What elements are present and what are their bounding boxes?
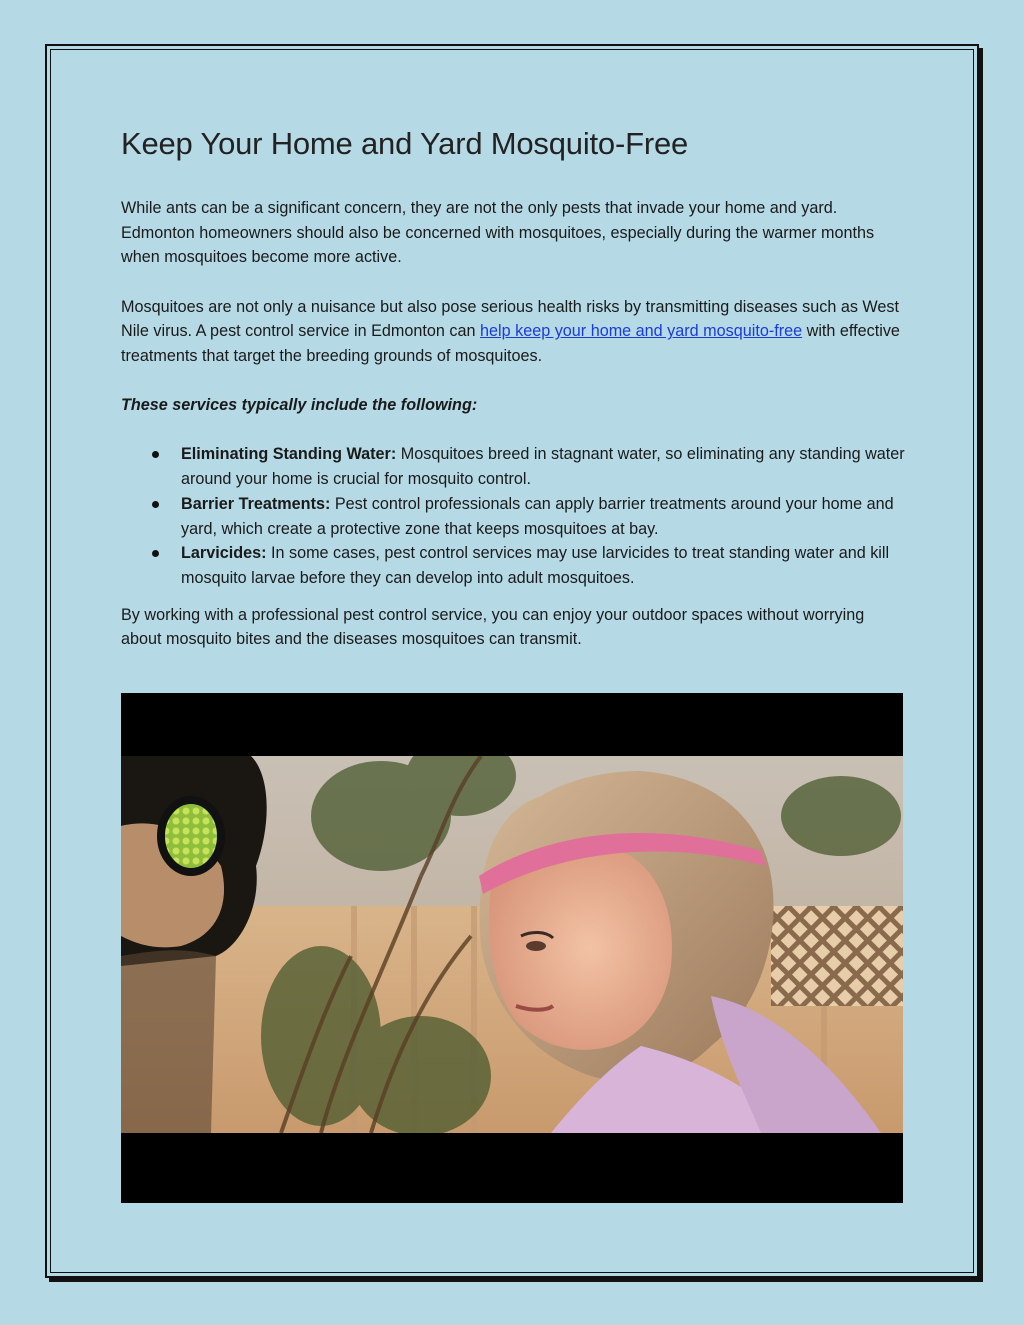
list-item-text: Mosquitoes breed in stagnant water, so eliminating any standing water around your home is crucial for mosquito control. xyxy=(181,445,905,489)
services-list xyxy=(121,442,906,590)
video-still-image xyxy=(121,693,903,1203)
health-risk-text-before: Mosquitoes are not only a nuisance but also pose serious health risks by transmitting diseases such as West Nile virus. A pest control service in Edmonton can xyxy=(121,297,900,341)
intro-paragraph: While ants can be a significant concern, they are not the only pests that invade your home and yard. Edmonton homeowners should also be concerned with mosquitoes, especially during the warmer months when mosquitoes become more active. xyxy=(121,199,875,267)
mosquito-free-link[interactable]: help keep your home and yard mosquito-free xyxy=(480,322,803,341)
list-item-term: Eliminating Standing Water: xyxy=(181,445,397,464)
list-item-text: Pest control professionals can apply barrier treatments around your home and yard, which create a protective zone that keeps mosquitoes at bay. xyxy=(181,494,894,538)
bullet-icon xyxy=(152,550,159,557)
page-title: Keep Your Home and Yard Mosquito-Free xyxy=(121,126,689,161)
services-intro: These services typically include the following: xyxy=(121,396,478,415)
photo-illustration xyxy=(121,756,903,1133)
photo-scene xyxy=(121,756,903,1133)
list-item xyxy=(121,492,906,541)
list-item-text: In some cases, pest control services may use larvicides to treat standing water and kill mosquito larvae before they can develop into adult mosquitoes. xyxy=(181,544,890,587)
list-item-term: Larvicides: xyxy=(181,544,267,563)
bullet-icon xyxy=(152,451,159,458)
document-body xyxy=(121,118,906,652)
closing-paragraph: By working with a professional pest control service, you can enjoy your outdoor spaces without worrying about mosquito bites and the diseases mosquitoes can transmit. xyxy=(121,605,865,649)
list-item xyxy=(121,442,906,491)
bullet-icon xyxy=(152,501,159,508)
list-item xyxy=(121,541,906,590)
list-item-term: Barrier Treatments: xyxy=(181,494,331,513)
health-risk-paragraph xyxy=(121,295,906,369)
health-risk-text-after: with effective treatments that target the breeding grounds of mosquitoes. xyxy=(121,322,900,366)
